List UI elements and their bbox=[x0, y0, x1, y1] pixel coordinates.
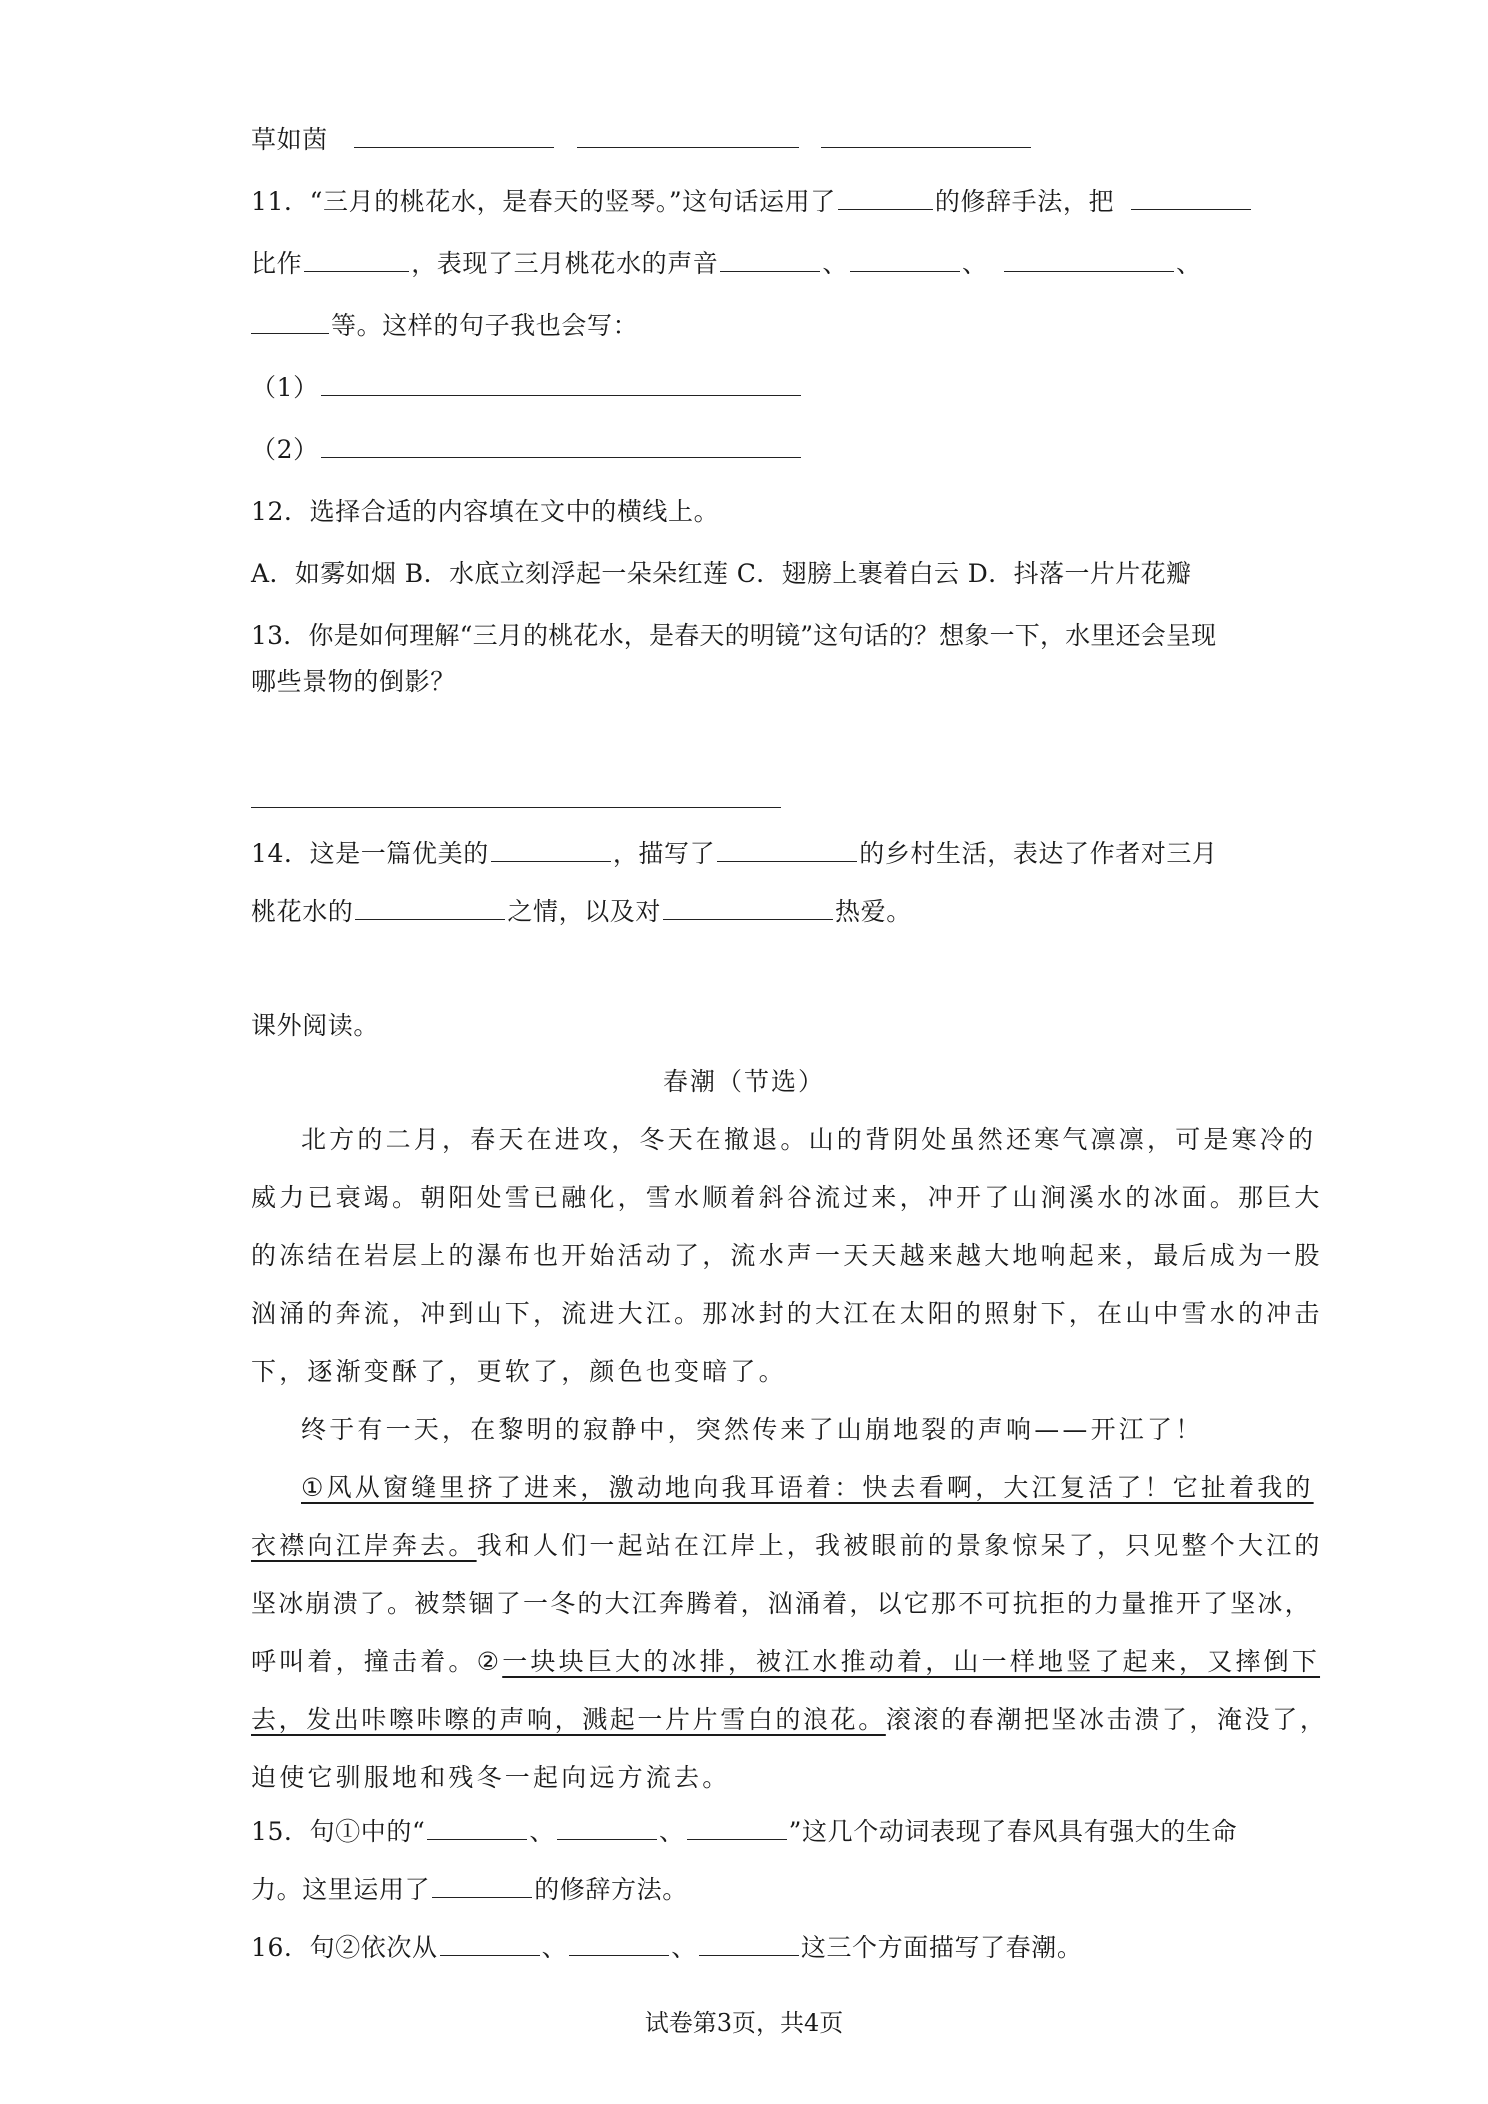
separator: 、 bbox=[962, 249, 988, 278]
answer-blank[interactable] bbox=[720, 245, 820, 272]
answer-blank[interactable] bbox=[432, 1871, 532, 1898]
separator: 、 bbox=[671, 1933, 697, 1962]
essay-line: 北方的二月，春天在进攻，冬天在撤退。山的背阴处虽然还寒气凛凛，可是寒冷的 bbox=[301, 1125, 1317, 1154]
q11-line1 bbox=[251, 180, 1241, 224]
q15-line2 bbox=[251, 1868, 1241, 1912]
essay-line bbox=[251, 1524, 1323, 1568]
q11-item2 bbox=[251, 428, 1241, 472]
separator: 、 bbox=[659, 1817, 685, 1846]
answer-blank[interactable] bbox=[821, 121, 1031, 148]
q13-line2: 哪些景物的倒影？ bbox=[251, 667, 456, 696]
answer-blank[interactable] bbox=[663, 893, 833, 920]
answer-blank[interactable] bbox=[251, 781, 781, 808]
answer-blank[interactable] bbox=[699, 1929, 799, 1956]
q10-tail-line bbox=[251, 118, 1241, 162]
q14-text: ，描写了 bbox=[612, 839, 716, 868]
answer-blank[interactable] bbox=[251, 307, 329, 334]
separator: 、 bbox=[822, 249, 849, 278]
q15-text: 力。这里运用了 bbox=[251, 1875, 431, 1904]
q14-text: 的乡村生活，表达了作者对三月 bbox=[859, 839, 1218, 868]
q12-stem: 12．选择合适的内容填在文中的横线上。 bbox=[251, 497, 720, 526]
q16-text: 16．句②依次从 bbox=[251, 1933, 438, 1962]
essay-text: 呼叫着，撞击着。② bbox=[251, 1647, 503, 1676]
q11-text: ，表现了三月桃花水的声音 bbox=[411, 249, 719, 278]
answer-blank[interactable] bbox=[355, 893, 505, 920]
answer-blank[interactable] bbox=[687, 1813, 787, 1840]
q14-text: 之情，以及对 bbox=[507, 897, 662, 926]
q15-line1 bbox=[251, 1810, 1241, 1854]
q11-text: 比作 bbox=[251, 249, 303, 278]
q15-text: ”这几个动词表现了春风具有强大的生命 bbox=[788, 1817, 1238, 1846]
answer-blank[interactable] bbox=[838, 183, 933, 210]
underlined-sentence-2: 一块块巨大的冰排，被江水推动着，山一样地竖了起来，又摔倒下 bbox=[502, 1647, 1321, 1676]
item-number: （2） bbox=[251, 435, 319, 464]
answer-blank[interactable] bbox=[577, 121, 799, 148]
answer-blank[interactable] bbox=[427, 1813, 527, 1840]
q14-text: 桃花水的 bbox=[251, 897, 354, 926]
answer-blank[interactable] bbox=[1004, 245, 1174, 272]
essay-line: 的冻结在岩层上的瀑布也开始活动了，流水声一天天越来越大地响起来，最后成为一股 bbox=[251, 1241, 1323, 1270]
answer-blank[interactable] bbox=[354, 121, 554, 148]
underlined-sentence-1: ①风从窗缝里挤了进来，激动地向我耳语着：快去看啊，大江复活了！它扯着我的 bbox=[301, 1473, 1314, 1502]
essay-line: 坚冰崩溃了。被禁锢了一冬的大江奔腾着，汹涌着，以它那不可抗拒的力量推开了坚冰， bbox=[251, 1589, 1312, 1618]
answer-blank[interactable] bbox=[557, 1813, 657, 1840]
underlined-sentence-2: 去，发出咔嚓咔嚓的声响，溅起一片片雪白的浪花。 bbox=[251, 1705, 886, 1734]
q16-line bbox=[251, 1926, 1241, 1970]
essay-line bbox=[251, 1640, 1321, 1684]
answer-blank[interactable] bbox=[1131, 183, 1251, 210]
q11-line2 bbox=[251, 242, 1241, 286]
separator: 、 bbox=[1176, 249, 1202, 278]
q10-tail-text: 草如茵 bbox=[251, 125, 328, 154]
q14-line1 bbox=[251, 832, 1241, 876]
essay-line bbox=[251, 1698, 1328, 1742]
answer-blank[interactable] bbox=[491, 835, 611, 862]
essay-line: 终于有一天，在黎明的寂静中，突然传来了山崩地裂的声响——开江了！ bbox=[301, 1415, 1204, 1444]
q14-text: 14．这是一篇优美的 bbox=[251, 839, 489, 868]
answer-blank[interactable] bbox=[569, 1929, 669, 1956]
q11-text: 的修辞手法，把 bbox=[934, 187, 1115, 216]
q11-line3 bbox=[251, 304, 1241, 348]
q13-answer-line bbox=[251, 778, 1241, 822]
q11-text: 11．“三月的桃花水，是春天的竖琴。”这句话运用了 bbox=[251, 187, 836, 216]
q16-text: 这三个方面描写了春潮。 bbox=[800, 1933, 1083, 1962]
page-footer: 试卷第3页，共4页 bbox=[644, 2009, 844, 2037]
item-number: （1） bbox=[251, 373, 319, 402]
q12-options: A．如雾如烟 B．水底立刻浮起一朵朵红莲 C．翅膀上裹着白云 D．抖落一片片花瓣 bbox=[251, 559, 1192, 588]
essay-text: 滚滚的春潮把坚冰击溃了，淹没了， bbox=[885, 1705, 1328, 1734]
q14-line2 bbox=[251, 890, 1241, 934]
separator: 、 bbox=[529, 1817, 556, 1846]
q11-item1 bbox=[251, 366, 1241, 410]
essay-text: 我和人们一起站在江岸上，我被眼前的景象惊呆了，只见整个大江的 bbox=[476, 1531, 1323, 1560]
q15-text: 15．句①中的“ bbox=[251, 1817, 426, 1846]
answer-blank[interactable] bbox=[440, 1929, 540, 1956]
separator: 、 bbox=[541, 1933, 568, 1962]
essay-line: 汹涌的奔流，冲到山下，流进大江。那冰封的大江在太阳的照射下，在山中雪水的冲击 bbox=[251, 1299, 1323, 1328]
q13-line1: 13．你是如何理解“三月的桃花水，是春天的明镜”这句话的？想象一下，水里还会呈现 bbox=[251, 621, 1217, 650]
essay-line: 下，逐渐变酥了，更软了，颜色也变暗了。 bbox=[251, 1357, 787, 1386]
section-label: 课外阅读。 bbox=[251, 1011, 380, 1040]
answer-blank[interactable] bbox=[321, 431, 801, 458]
essay-line bbox=[251, 1466, 1314, 1510]
essay-line: 迫使它驯服地和残冬一起向远方流去。 bbox=[251, 1763, 731, 1792]
answer-blank[interactable] bbox=[304, 245, 409, 272]
q14-text: 热爱。 bbox=[835, 897, 912, 926]
answer-blank[interactable] bbox=[717, 835, 857, 862]
underlined-sentence-1: 衣襟向江岸奔去。 bbox=[251, 1531, 477, 1560]
essay-title: 春潮（节选） bbox=[662, 1067, 825, 1096]
q15-text: 的修辞方法。 bbox=[534, 1875, 688, 1904]
answer-blank[interactable] bbox=[850, 245, 960, 272]
essay-line: 威力已衰竭。朝阳处雪已融化，雪水顺着斜谷流过来，冲开了山涧溪水的冰面。那巨大 bbox=[251, 1183, 1323, 1212]
answer-blank[interactable] bbox=[321, 369, 801, 396]
q11-text: 等。这样的句子我也会写： bbox=[331, 311, 639, 340]
